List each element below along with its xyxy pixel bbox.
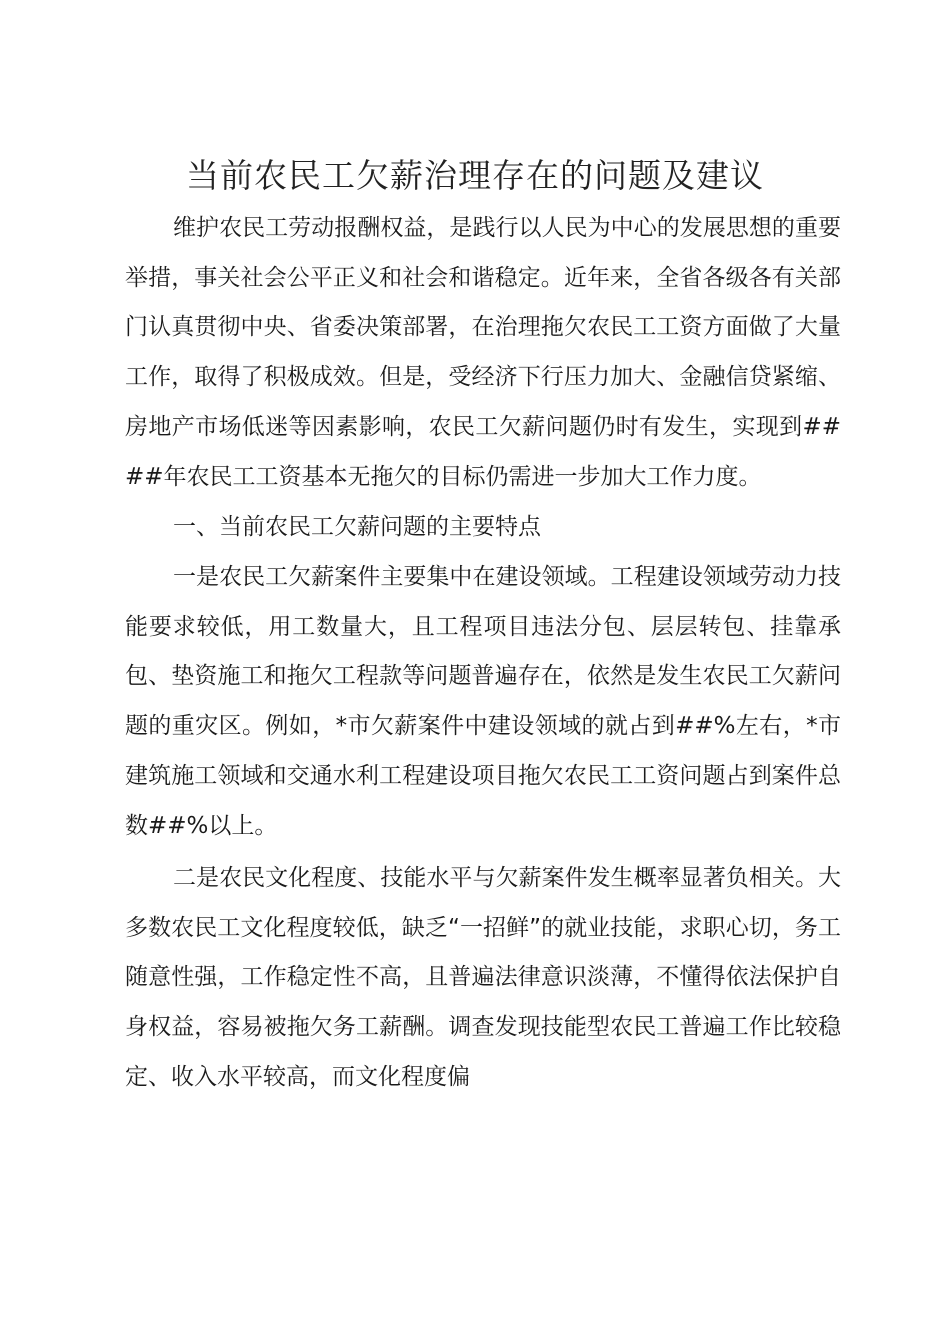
paragraph-point-one: 一是农民工欠薪案件主要集中在建设领域。工程建设领域劳动力技能要求较低，用工数量大，且工程项目违法分包、层层转包、挂靠承包、垫资施工和拖欠工程款等问题普遍存在，依然是发生农民工欠薪问题的重灾区。例如，*市欠薪案件中建设领域的就占到##%左右，*市建筑施工领域和交通水利工程建设项目拖欠农民工工资问题占到案件总数##%以上。 — [125, 564, 841, 839]
document-title: 当前农民工欠薪治理存在的问题及建议 — [186, 156, 764, 195]
paragraph-intro: 维护农民工劳动报酬权益，是践行以人民为中心的发展思想的重要举措，事关社会公平正义和社会和谐稳定。近年来，全省各级各有关部门认真贯彻中央、省委决策部署，在治理拖欠农民工工资方面做了大量工作，取得了积极成效。但是，受经济下行压力加大、金融信贷紧缩、房地产市场低迷等因素影响，农民工欠薪问题仍时有发生，实现到####年农民工工资基本无拖欠的目标仍需进一步加大工作力度。 — [125, 215, 841, 490]
section-heading: 一、当前农民工欠薪问题的主要特点 — [173, 514, 541, 540]
paragraph-point-two: 二是农民文化程度、技能水平与欠薪案件发生概率显著负相关。大多数农民工文化程度较低，缺乏“一招鲜”的就业技能，求职心切，务工随意性强，工作稳定性不高，且普遍法律意识淡薄，不懂得依法保护自身权益，容易被拖欠务工薪酬。调查发现技能型农民工普遍工作比较稳定、收入水平较高，而文化程度偏 — [125, 865, 841, 1090]
